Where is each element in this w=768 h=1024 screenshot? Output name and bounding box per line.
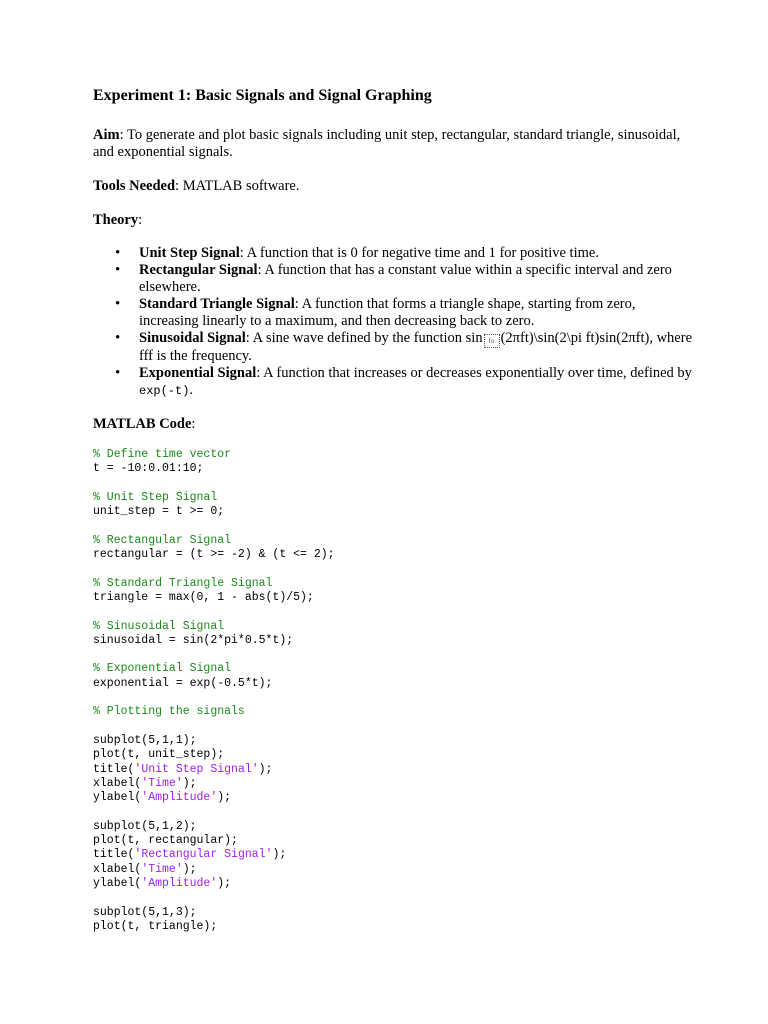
- code-line: [93, 848, 693, 862]
- list-item-text-after: (2πft)\sin(2\pi ft)sin(2πft), where fff is the frequency.: [139, 330, 693, 364]
- code-text: xlabel(: [93, 776, 142, 790]
- code-line: rectangular = (t >= -2) & (t <= 2);: [93, 548, 335, 562]
- theory-label: Theory: [93, 212, 139, 228]
- tools-paragraph: [93, 178, 693, 195]
- list-item-term: Exponential Signal: [139, 365, 257, 381]
- theory-list: [93, 245, 693, 400]
- code-text: ylabel(: [93, 876, 142, 890]
- document-content: [93, 85, 693, 934]
- code-string: 'Amplitude': [141, 791, 218, 805]
- code-line: [93, 891, 693, 905]
- code-comment: % Unit Step Signal: [93, 490, 218, 504]
- aim-paragraph: [93, 127, 693, 161]
- list-item-text: : A function that increases or decreases exponentially over time, defined by: [256, 365, 692, 381]
- code-line: plot(t, triangle);: [93, 919, 218, 933]
- code-line: [93, 791, 693, 805]
- code-line: [93, 519, 693, 533]
- code-text: );: [182, 776, 197, 790]
- code-string: 'Time': [141, 862, 183, 876]
- code-line: [93, 877, 693, 891]
- aim-label: Aim: [93, 127, 120, 143]
- code-comment: % Standard Triangle Signal: [93, 576, 273, 590]
- code-string: 'Unit Step Signal': [134, 762, 259, 776]
- code-line: subplot(5,1,1);: [93, 733, 197, 747]
- code-line: t = -10:0.01:10;: [93, 462, 204, 476]
- code-comment: % Sinusoidal Signal: [93, 619, 225, 633]
- code-line: triangle = max(0, 1 - abs(t)/5);: [93, 590, 314, 604]
- list-item: [139, 296, 693, 330]
- code-label: MATLAB Code: [93, 416, 192, 432]
- code-line: unit_step = t >= 0;: [93, 505, 225, 519]
- code-string: 'Time': [141, 776, 183, 790]
- code-line: exponential = exp(-0.5*t);: [93, 676, 273, 690]
- code-text: );: [217, 876, 232, 890]
- page-title: Experiment 1: Basic Signals and Signal Graphing: [93, 87, 432, 104]
- theory-colon: :: [138, 212, 143, 228]
- list-item-end: .: [189, 382, 194, 398]
- code-line: [93, 691, 693, 705]
- code-line: sinusoidal = sin(2*pi*0.5*t);: [93, 633, 294, 647]
- list-item-term: Standard Triangle Signal: [139, 296, 295, 312]
- code-text: );: [182, 862, 197, 876]
- code-line: [93, 763, 693, 777]
- code-line: [93, 648, 693, 662]
- equation-placeholder-icon: fo: [484, 334, 500, 348]
- list-item-term: Rectangular Signal: [139, 262, 258, 278]
- code-line: [93, 562, 693, 576]
- code-text: title(: [93, 848, 135, 862]
- code-colon: :: [191, 416, 196, 432]
- code-comment: % Plotting the signals: [93, 705, 245, 719]
- code-line: [93, 605, 693, 619]
- list-item: [139, 245, 693, 262]
- code-block: [93, 448, 693, 934]
- tools-label: Tools Needed: [93, 178, 176, 194]
- list-item-text: : A function that forms a triangle shape, starting from zero, increasing linearly to a maximum, and then decreasing back to zero.: [139, 296, 636, 329]
- code-line: [93, 863, 693, 877]
- code-line: plot(t, rectangular);: [93, 834, 238, 848]
- code-text: );: [258, 762, 273, 776]
- list-item: [139, 262, 693, 296]
- list-item-text: : A function that is 0 for negative time and 1 for positive time.: [239, 245, 599, 261]
- code-line: plot(t, unit_step);: [93, 748, 225, 762]
- code-line: subplot(5,1,3);: [93, 905, 197, 919]
- code-text: title(: [93, 762, 135, 776]
- code-comment: % Define time vector: [93, 448, 232, 461]
- code-text: ylabel(: [93, 791, 142, 805]
- code-comment: % Exponential Signal: [93, 662, 232, 676]
- code-text: );: [217, 791, 232, 805]
- code-line: [93, 477, 693, 491]
- list-item: [139, 365, 693, 400]
- list-item: [139, 330, 693, 365]
- code-string: 'Amplitude': [141, 876, 218, 890]
- code-line: [93, 720, 693, 734]
- code-heading: [93, 416, 693, 433]
- list-item-text: : A sine wave defined by the function sin: [245, 330, 483, 346]
- code-comment: % Rectangular Signal: [93, 533, 232, 547]
- code-string: 'Rectangular Signal': [134, 848, 273, 862]
- code-text: );: [272, 848, 287, 862]
- code-text: xlabel(: [93, 862, 142, 876]
- code-line: [93, 805, 693, 819]
- aim-text: : To generate and plot basic signals including unit step, rectangular, standard triangle, sinusoidal, and exponential signals.: [93, 127, 681, 160]
- theory-heading: [93, 212, 693, 229]
- list-item-text: : A function that has a constant value within a specific interval and zero elsewhere.: [139, 262, 672, 295]
- code-line: [93, 777, 693, 791]
- inline-code: exp(-t): [139, 384, 190, 398]
- tools-text: : MATLAB software.: [175, 178, 300, 194]
- list-item-term: Unit Step Signal: [139, 245, 240, 261]
- list-item-term: Sinusoidal Signal: [139, 330, 246, 346]
- code-line: subplot(5,1,2);: [93, 819, 197, 833]
